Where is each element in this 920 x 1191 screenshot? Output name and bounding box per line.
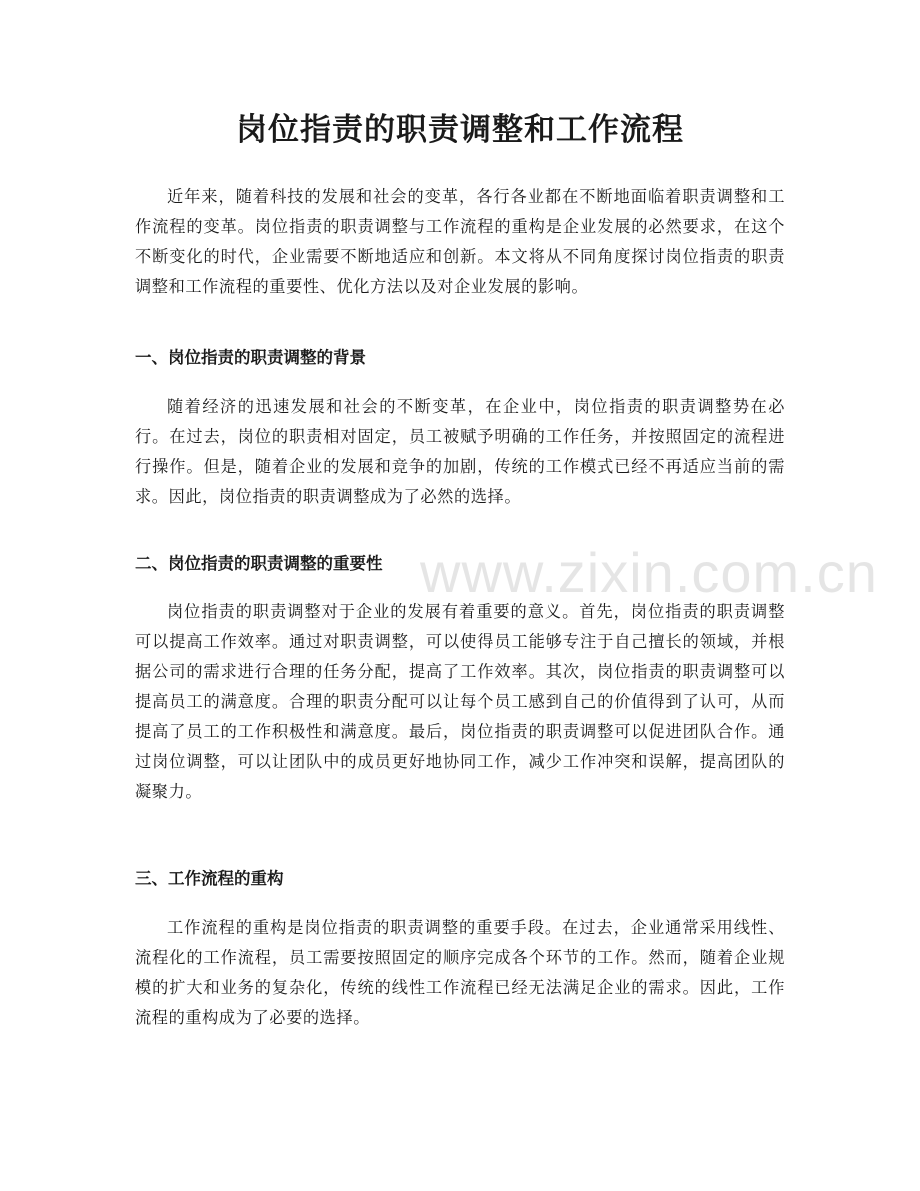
watermark-text: www.zixin.com.cn	[420, 541, 878, 604]
document-title: 岗位指责的职责调整和工作流程	[236, 112, 684, 148]
section-heading-3: 三、工作流程的重构	[135, 869, 284, 888]
section-heading-1: 一、岗位指责的职责调整的背景	[135, 348, 366, 367]
intro-paragraph: 近年来，随着科技的发展和社会的变革，各行各业都在不断地面临着职责调整和工作流程的变革。岗位指责的职责调整与工作流程的重构是企业发展的必然要求，在这个不断变化的时代，企业需要不断地适应和创新。本文将从不同角度探讨岗位指责的职责调整和工作流程的重要性、优化方法以及对企业发展的影响。	[135, 187, 785, 296]
section-heading-2: 二、岗位指责的职责调整的重要性	[135, 554, 383, 573]
section-body-1: 随着经济的迅速发展和社会的不断变革，在企业中，岗位指责的职责调整势在必行。在过去，岗位的职责相对固定，员工被赋予明确的工作任务，并按照固定的流程进行操作。但是，随着企业的发展和竞争的加剧，传统的工作模式已经不再适应当前的需求。因此，岗位指责的职责调整成为了必然的选择。	[135, 397, 785, 506]
section-body-2: 岗位指责的职责调整对于企业的发展有着重要的意义。首先，岗位指责的职责调整可以提高工作效率。通过对职责调整，可以使得员工能够专注于自己擅长的领域，并根据公司的需求进行合理的任务分配，提高了工作效率。其次，岗位指责的职责调整可以提高员工的满意度。合理的职责分配可以让每个员工感到自己的价值得到了认可，从而提高了员工的工作积极性和满意度。最后，岗位指责的职责调整可以促进团队合作。通过岗位调整，可以让团队中的成员更好地协同工作，减少工作冲突和误解，提高团队的凝聚力。	[135, 602, 785, 801]
section-body-3: 工作流程的重构是岗位指责的职责调整的重要手段。在过去，企业通常采用线性、流程化的工作流程，员工需要按照固定的顺序完成各个环节的工作。然而，随着企业规模的扩大和业务的复杂化，传统的线性工作流程已经无法满足企业的需求。因此，工作流程的重构成为了必要的选择。	[135, 918, 785, 1027]
